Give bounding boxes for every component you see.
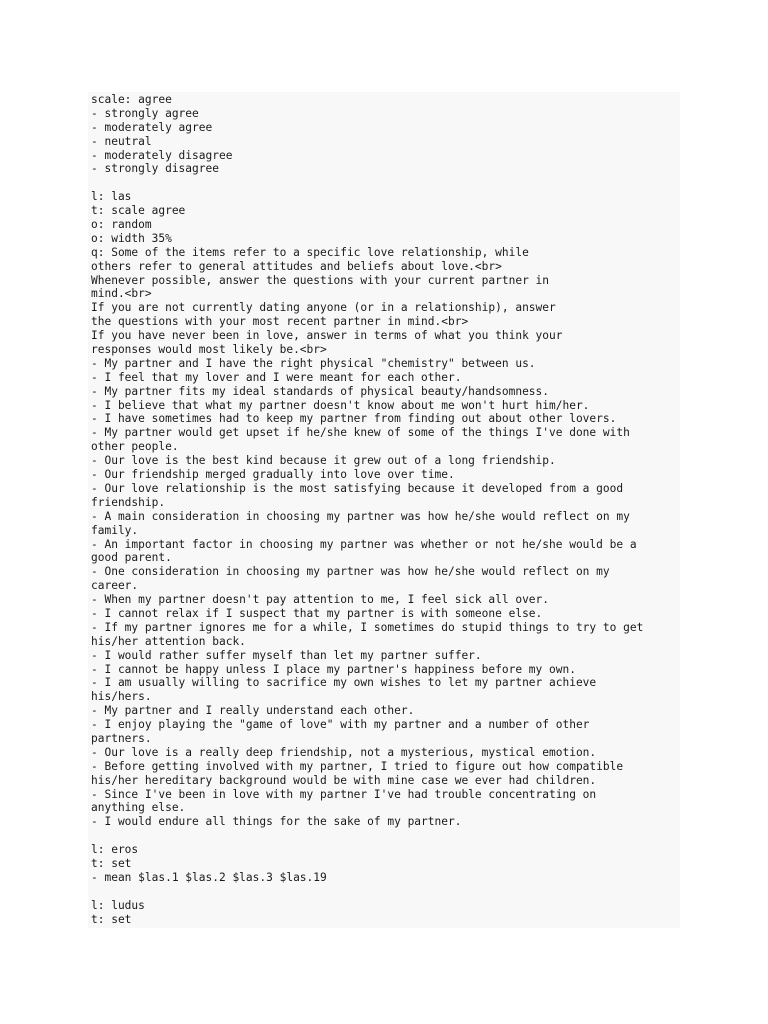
text-line: his/hers. <box>91 690 152 704</box>
text-line: friendship. <box>91 495 166 509</box>
text-line: - I cannot relax if I suspect that my partner is with someone else. <box>91 606 543 620</box>
text-line: career. <box>91 579 139 593</box>
text-line: - Our love is the best kind because it grew out of a long friendship. <box>91 454 556 468</box>
text-line: his/her attention back. <box>91 634 246 648</box>
text-line: - A main consideration in choosing my partner was how he/she would reflect on my <box>91 509 630 523</box>
text-line: If you have never been in love, answer in terms of what you think your <box>91 329 563 343</box>
text-line: - My partner fits my ideal standards of physical beauty/handsomness. <box>91 384 550 398</box>
text-line: Whenever possible, answer the questions with your current partner in <box>91 273 550 287</box>
text-line: q: Some of the items refer to a specific love relationship, while <box>91 245 529 259</box>
text-line: l: ludus <box>91 898 145 912</box>
script-text <box>88 92 680 926</box>
text-line: family. <box>91 523 139 537</box>
text-line: - My partner would get upset if he/she knew of some of the things I've done with <box>91 426 630 440</box>
text-line: l: las <box>91 190 132 204</box>
text-line: good parent. <box>91 551 172 565</box>
text-line: l: eros <box>91 843 139 857</box>
text-line: - I would endure all things for the sake of my partner. <box>91 815 462 829</box>
text-line: - strongly disagree <box>91 162 219 176</box>
text-line: - An important factor in choosing my partner was whether or not he/she would be a <box>91 537 637 551</box>
document-page <box>88 92 680 928</box>
blank-line <box>91 885 680 899</box>
text-line: t: scale agree <box>91 204 186 218</box>
text-line: t: set <box>91 856 132 870</box>
text-line: o: random <box>91 218 152 232</box>
text-line: - Before getting involved with my partner, I tried to figure out how compatible <box>91 759 624 773</box>
text-line: o: width 35% <box>91 231 172 245</box>
text-line: - moderately agree <box>91 120 213 134</box>
text-line: the questions with your most recent partner in mind.<br> <box>91 315 469 329</box>
text-line: - When my partner doesn't pay attention to me, I feel sick all over. <box>91 593 550 607</box>
text-line: - Our love relationship is the most satisfying because it developed from a good <box>91 481 624 495</box>
text-line: scale: agree <box>91 93 172 106</box>
text-line: - I would rather suffer myself than let my partner suffer. <box>91 648 482 662</box>
text-line: - Our friendship merged gradually into love over time. <box>91 468 455 482</box>
text-line: - I have sometimes had to keep my partner from finding out about other lovers. <box>91 412 617 426</box>
text-line: - I feel that my lover and I were meant for each other. <box>91 370 462 384</box>
text-line: anything else. <box>91 801 186 815</box>
text-line: - Since I've been in love with my partner I've had trouble concentrating on <box>91 787 597 801</box>
blank-line <box>91 176 680 190</box>
text-line: - moderately disagree <box>91 148 233 162</box>
text-line: responses would most likely be.<br> <box>91 343 327 357</box>
text-line: - I am usually willing to sacrifice my own wishes to let my partner achieve <box>91 676 597 690</box>
text-line: - mean $las.1 $las.2 $las.3 $las.19 <box>91 870 327 884</box>
text-line: If you are not currently dating anyone (or in a relationship), answer <box>91 301 556 315</box>
text-line: - One consideration in choosing my partner was how he/she would reflect on my <box>91 565 610 579</box>
text-line: mind.<br> <box>91 287 152 301</box>
text-line: - My partner and I really understand each other. <box>91 704 415 718</box>
blank-line <box>91 829 680 843</box>
text-line: - If my partner ignores me for a while, I sometimes do stupid things to try to get <box>91 620 644 634</box>
text-line: - I enjoy playing the "game of love" with my partner and a number of other <box>91 718 590 732</box>
text-line: t: set <box>91 912 132 926</box>
text-line: his/her hereditary background would be with mine case we ever had children. <box>91 773 597 787</box>
text-line: - strongly agree <box>91 106 199 120</box>
text-line: others refer to general attitudes and beliefs about love.<br> <box>91 259 502 273</box>
text-line: - Our love is a really deep friendship, not a mysterious, mystical emotion. <box>91 745 597 759</box>
text-line: - My partner and I have the right physical "chemistry" between us. <box>91 356 536 370</box>
text-line: - I believe that what my partner doesn't know about me won't hurt him/her. <box>91 398 590 412</box>
text-line: - I cannot be happy unless I place my partner's happiness before my own. <box>91 662 576 676</box>
text-line: partners. <box>91 731 152 745</box>
text-line: - neutral <box>91 134 152 148</box>
text-line: other people. <box>91 440 179 454</box>
